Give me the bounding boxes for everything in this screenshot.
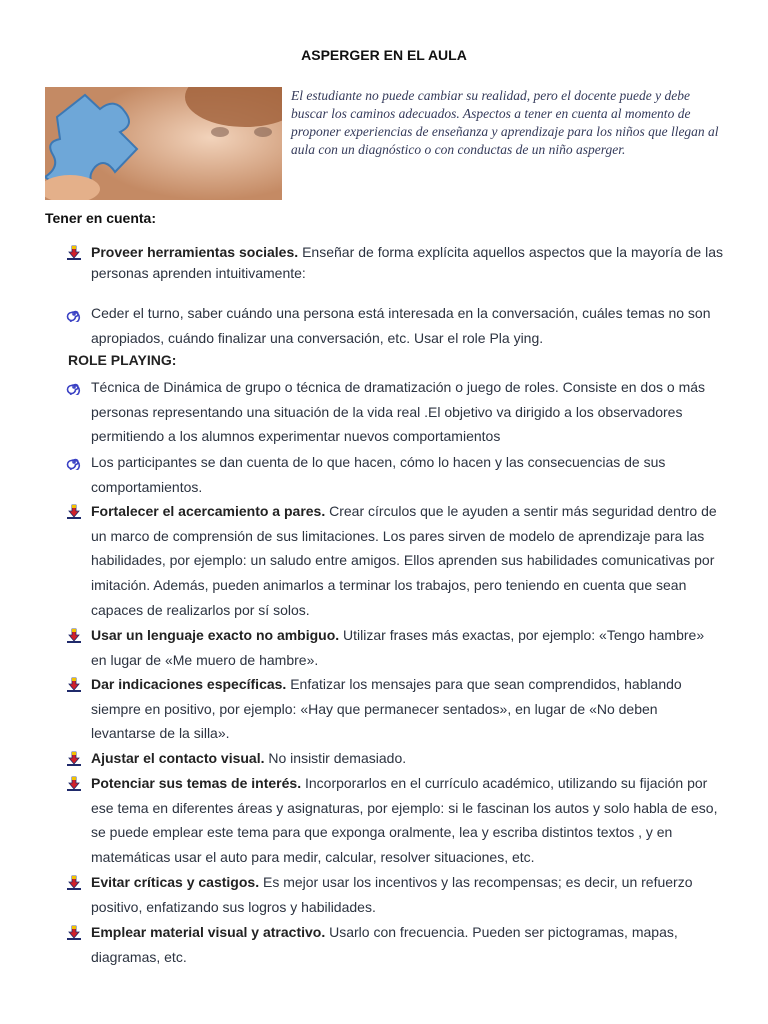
item-text: Usarlo con frecuencia. Pueden ser pictogramas, mapas, diagramas, etc. xyxy=(91,924,678,965)
item-text: Incorporarlos en el currículo académico, utilizando su fijación por ese tema en diferentes áreas y asignaturas, por ejemplo: si le fascinan los autos y solo habla de eso, se puede emplear este tema para que exponga oralmente, lea y escriba distintos textos , y en matemáticas usar el auto para medir, calcular, resolver situaciones, etc. xyxy=(91,775,718,866)
item-bold: Ajustar el contacto visual. xyxy=(91,750,265,766)
item-text: Ceder el turno, saber cuándo una persona está interesada en la conversación, cuáles temas no son apropiados, cuándo finalizar una conversación, etc. Usar el role Pla ying. xyxy=(91,305,711,346)
spiral-bullet-icon xyxy=(66,306,82,322)
item-text: Crear círculos que le ayuden a sentir más seguridad dentro de un marco de comprensión de sus limitaciones. Los pares sirven de modelo de aprendizaje para las habilidades, por ejemplo: un saludo entre amigos. Ellos aprenden sus habilidades comunicativas por imitación. Además, pueden animarlos a terminar los trabajos, pero teniendo en cuenta que sean capaces de realizarlos por sí solos. xyxy=(91,503,717,618)
document-title: ASPERGER EN EL AULA xyxy=(301,47,467,63)
item-bold: Evitar críticas y castigos. xyxy=(91,874,260,890)
arrow-down-bullet-icon xyxy=(66,925,82,941)
arrow-down-bullet-icon xyxy=(66,751,82,767)
item-text: Utilizar frases más exactas, por ejemplo: «Tengo hambre» en lugar de «Me muero de hambre». xyxy=(91,627,705,668)
list-item xyxy=(91,623,723,672)
role-playing-heading: ROLE PLAYING: xyxy=(68,352,177,368)
list-item xyxy=(91,450,723,499)
list-item xyxy=(91,242,723,284)
arrow-down-bullet-icon xyxy=(66,776,82,792)
subheading: Tener en cuenta: xyxy=(45,210,156,226)
item-bold: Fortalecer el acercamiento a pares. xyxy=(91,503,326,519)
item-text: Los participantes se dan cuenta de lo que hacen, cómo lo hacen y las consecuencias de sus comportamientos. xyxy=(91,454,666,495)
item-text: Enseñar de forma explícita aquellos aspectos que la mayoría de las personas aprenden intuitivamente: xyxy=(91,244,723,281)
arrow-down-bullet-icon xyxy=(66,628,82,644)
arrow-down-bullet-icon xyxy=(66,245,82,261)
item-bold: Emplear material visual y atractivo. xyxy=(91,924,326,940)
list-item xyxy=(91,375,723,449)
arrow-down-bullet-icon xyxy=(66,504,82,520)
list-item xyxy=(91,301,723,350)
spiral-bullet-icon xyxy=(66,454,82,470)
item-bold: Proveer herramientas sociales. xyxy=(91,244,299,260)
child-with-puzzle-photo xyxy=(45,87,282,200)
list-item xyxy=(91,499,723,623)
item-text: Técnica de Dinámica de grupo o técnica de dramatización o juego de roles. Consiste en dos o más personas representando una situación de la vida real .El objetivo va dirigido a los observadores permitiendo a los alumnos experimentar nuevos comportamientos xyxy=(91,379,706,445)
list-item xyxy=(91,746,723,771)
spiral-bullet-icon xyxy=(66,379,82,395)
list-item xyxy=(91,920,723,969)
puzzle-piece-icon xyxy=(45,87,282,200)
item-text: Enfatizar los mensajes para que sean comprendidos, hablando siempre en positivo, por ejemplo: «Hay que permanecer sentados», en lugar de «No deben levantarse de la silla». xyxy=(91,676,682,742)
item-bold: Potenciar sus temas de interés. xyxy=(91,775,302,791)
item-text: Es mejor usar los incentivos y las recompensas; es decir, un refuerzo positivo, enfatizando sus logros y habilidades. xyxy=(91,874,693,915)
item-bold: Dar indicaciones específicas. xyxy=(91,676,287,692)
list-item xyxy=(91,771,723,870)
item-bold: Usar un lenguaje exacto no ambiguo. xyxy=(91,627,340,643)
item-text: No insistir demasiado. xyxy=(264,750,407,766)
arrow-down-bullet-icon xyxy=(66,677,82,693)
intro-paragraph: El estudiante no puede cambiar su realidad, pero el docente puede y debe buscar los caminos adecuados. Aspectos a tener en cuenta al momento de proponer experiencias de enseñanza y aprendizaje para los niños que llegan al aula con un diagnóstico o con conductas de un niño asperger. xyxy=(291,88,719,157)
list-item xyxy=(91,672,723,746)
arrow-down-bullet-icon xyxy=(66,875,82,891)
list-item xyxy=(91,870,723,919)
